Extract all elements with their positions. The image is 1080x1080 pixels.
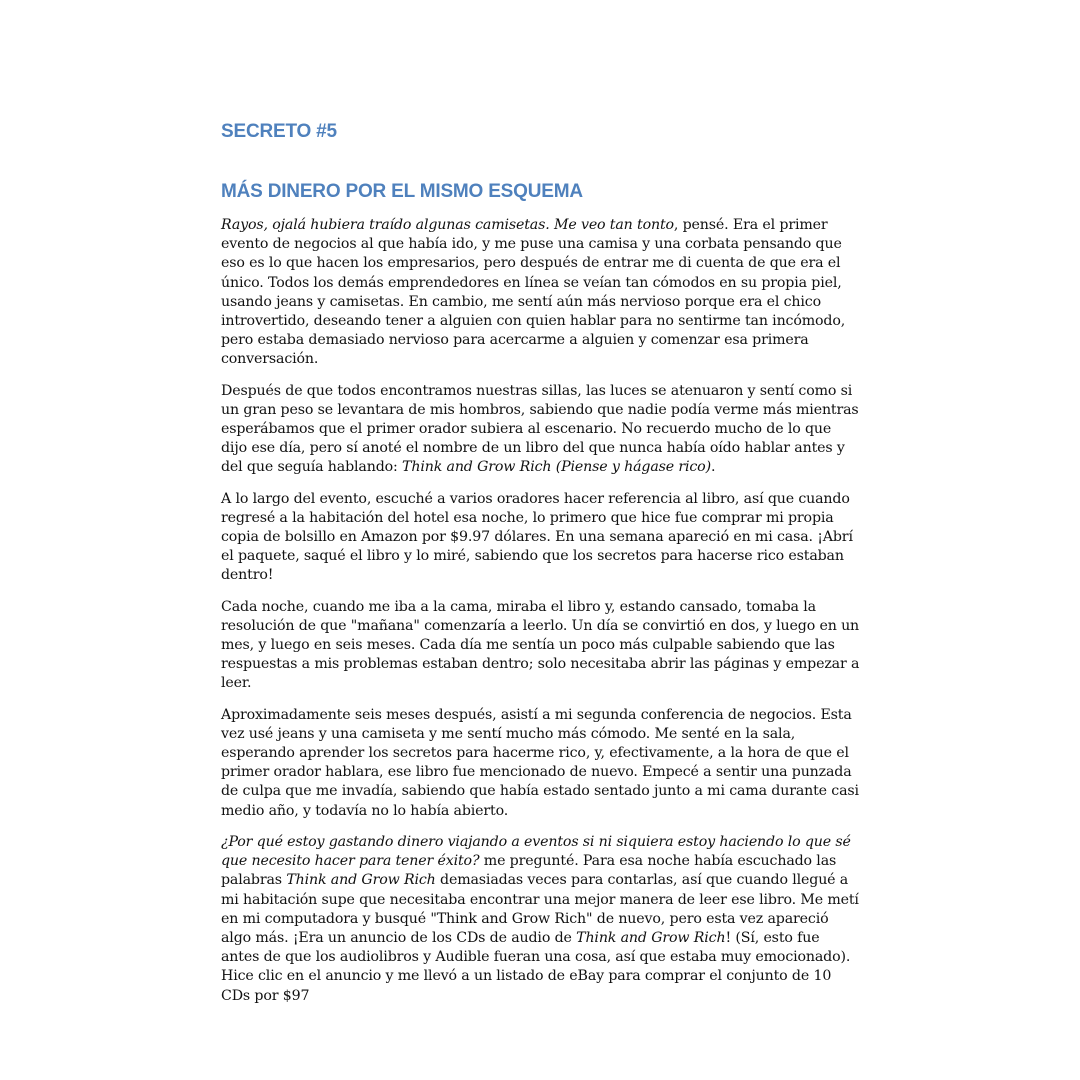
paragraph-4	[221, 598, 861, 694]
paragraph-text: Después de que todos encontramos nuestras sillas, las luces se atenuaron y sentí como si un gran peso se levantara de mis hombros, sabiendo que nadie podía verme más mientras esperábamos que el primer orador subiera al escenario. No recuerdo mucho de lo que dijo ese día, pero sí anoté el nombre de un libro del que nunca había oído hablar antes y del que seguía hablando:	[221, 382, 859, 476]
book-title: Think and Grow Rich	[286, 872, 436, 889]
paragraph-text: Aproximadamente seis meses después, asistí a mi segunda conferencia de negocios. Esta vez usé jeans y una camiseta y me sentí mucho más cómodo. Me senté en la sala, esperando aprender los secretos para hacerme rico, y, efectivamente, a la hora de que el primer orador hablara, ese libro fue mencionado de nuevo. Empecé a sentir una punzada de culpa que me invadía, sabiendo que había estado sentado junto a mi cama durante casi medio año, y todavía no lo había abierto.	[221, 706, 859, 819]
paragraph-text: ! (Sí, esto fue antes de que los audiolibros y Audible fueran una cosa, así que estaba muy emocionado). Hice clic en el anuncio y me llevó a un listado de eBay para comprar el conjunto de 10 CDs por $97	[221, 929, 851, 1004]
chapter-title: MÁS DINERO POR EL MISMO ESQUEMA	[221, 181, 583, 202]
paragraph-5	[221, 706, 861, 821]
book-title: Think and Grow Rich	[576, 929, 726, 946]
paragraph-text: , pensé. Era el primer evento de negocios al que había ido, y me puse una camisa y una corbata pensando que eso es lo que hacen los empresarios, pero después de entrar me di cuenta de que era el único. Todos los demás emprendedores en línea se veían tan cómodos en su propia piel, usando jeans y camisetas. En cambio, me sentí aún más nervioso porque era el chico introvertido, deseando tener a alguien con quien hablar para no sentirme tan incómodo, pero estaba demasiado nervioso para acercarme a alguien y comenzar esa primera conversación.	[221, 217, 846, 368]
italic-thought: Rayos, ojalá hubiera traído algunas camisetas. Me veo tan tonto	[221, 217, 674, 233]
paragraph-text: Cada noche, cuando me iba a la cama, miraba el libro y, estando cansado, tomaba la resolución de que "mañana" comenzaría a leerlo. Un día se convirtió en dos, y luego en un mes, y luego en seis meses. Cada día me sentía un poco más culpable sabiendo que las respuestas a mis problemas estaban dentro; solo necesitaba abrir las páginas y empezar a leer.	[221, 598, 860, 692]
paragraph-6	[221, 833, 861, 1006]
paragraph-text: me pregunté. Para esa noche había escuchado las palabras	[221, 853, 837, 889]
paragraph-text: A lo largo del evento, escuché a varios oradores hacer referencia al libro, así que cuando regresé a la habitación del hotel esa noche, lo primero que hice fue comprar mi propia copia de bolsillo en Amazon por $9.97 dólares. En una semana apareció en mi casa. ¡Abrí el paquete, saqué el libro y lo miré, sabiendo que los secretos para hacerse rico estaban dentro!	[221, 490, 853, 584]
document-page	[221, 118, 861, 1018]
italic-thought: ¿Por qué estoy gastando dinero viajando a eventos si ni siquiera estoy haciendo lo que sé que necesito hacer para tener éxito?	[221, 833, 851, 870]
paragraph-text: demasiadas veces para contarlas, así que cuando llegué a mi habitación supe que necesitaba encontrar una mejor manera de leer ese libro. Me metí en mi computadora y busqué "Think and Grow Rich" de nuevo, pero esta vez apareció algo más. ¡Era un anuncio de los CDs de audio de	[221, 872, 859, 946]
book-title: Think and Grow Rich (Piense y hágase rico)	[402, 459, 711, 476]
paragraph-text: .	[710, 459, 716, 476]
paragraph-3	[221, 490, 861, 586]
paragraph-1	[221, 216, 861, 370]
paragraph-2	[221, 382, 861, 478]
secret-heading: SECRETO #5	[221, 121, 337, 142]
